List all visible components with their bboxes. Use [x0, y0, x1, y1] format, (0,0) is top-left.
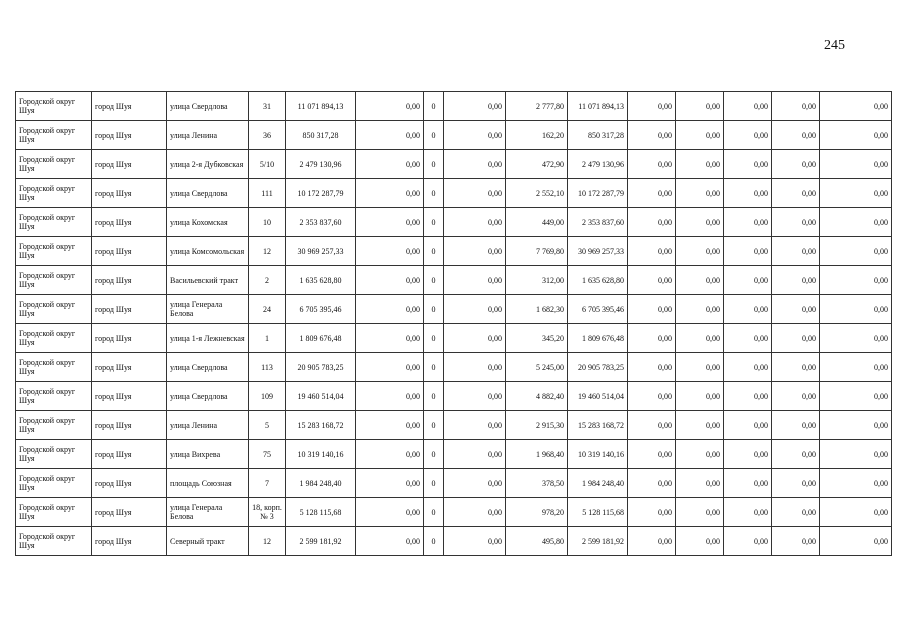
value-cell: 0,00 — [444, 208, 506, 237]
total-cell: 1 635 628,80 — [568, 266, 628, 295]
value-cell: 0,00 — [820, 179, 892, 208]
district-cell: Городской округ Шуя — [16, 150, 92, 179]
value-cell: 0,00 — [356, 179, 424, 208]
area-cell: 2 915,30 — [506, 411, 568, 440]
district-cell: Городской округ Шуя — [16, 179, 92, 208]
city-cell: город Шуя — [92, 266, 167, 295]
district-cell: Городской округ Шуя — [16, 295, 92, 324]
area-cell: 472,90 — [506, 150, 568, 179]
total-cell: 1 809 676,48 — [568, 324, 628, 353]
house-number-cell: 2 — [249, 266, 286, 295]
value-cell: 0,00 — [356, 382, 424, 411]
street-cell: улица Свердлова — [167, 92, 249, 121]
table-row — [16, 440, 892, 469]
area-cell: 1 682,30 — [506, 295, 568, 324]
value-cell: 0,00 — [772, 208, 820, 237]
count-cell: 0 — [424, 469, 444, 498]
value-cell: 0,00 — [444, 92, 506, 121]
area-cell: 495,80 — [506, 527, 568, 556]
value-cell: 0,00 — [444, 121, 506, 150]
count-cell: 0 — [424, 324, 444, 353]
house-number-cell: 109 — [249, 382, 286, 411]
count-cell: 0 — [424, 92, 444, 121]
house-number-cell: 75 — [249, 440, 286, 469]
city-cell: город Шуя — [92, 237, 167, 266]
value-cell: 0,00 — [820, 498, 892, 527]
value-cell: 0,00 — [820, 92, 892, 121]
value-cell: 0,00 — [444, 527, 506, 556]
value-cell: 0,00 — [356, 150, 424, 179]
value-cell: 0,00 — [356, 237, 424, 266]
street-cell: улица Свердлова — [167, 179, 249, 208]
total-cell: 5 128 115,68 — [568, 498, 628, 527]
value-cell: 0,00 — [628, 440, 676, 469]
value-cell: 0,00 — [724, 150, 772, 179]
cost-cell: 1 809 676,48 — [286, 324, 356, 353]
total-cell: 6 705 395,46 — [568, 295, 628, 324]
housing-table — [15, 91, 892, 556]
street-cell: улица Комсомольская — [167, 237, 249, 266]
value-cell: 0,00 — [772, 92, 820, 121]
house-number-cell: 5 — [249, 411, 286, 440]
area-cell: 2 777,80 — [506, 92, 568, 121]
value-cell: 0,00 — [772, 498, 820, 527]
table-row — [16, 179, 892, 208]
table-row — [16, 324, 892, 353]
value-cell: 0,00 — [444, 411, 506, 440]
value-cell: 0,00 — [628, 498, 676, 527]
value-cell: 0,00 — [820, 324, 892, 353]
value-cell: 0,00 — [772, 237, 820, 266]
value-cell: 0,00 — [772, 527, 820, 556]
value-cell: 0,00 — [676, 266, 724, 295]
area-cell: 5 245,00 — [506, 353, 568, 382]
area-cell: 2 552,10 — [506, 179, 568, 208]
table-row — [16, 527, 892, 556]
value-cell: 0,00 — [820, 121, 892, 150]
total-cell: 19 460 514,04 — [568, 382, 628, 411]
house-number-cell: 111 — [249, 179, 286, 208]
value-cell: 0,00 — [356, 92, 424, 121]
district-cell: Городской округ Шуя — [16, 411, 92, 440]
value-cell: 0,00 — [444, 469, 506, 498]
total-cell: 2 599 181,92 — [568, 527, 628, 556]
district-cell: Городской округ Шуя — [16, 353, 92, 382]
house-number-cell: 18, корп. № 3 — [249, 498, 286, 527]
value-cell: 0,00 — [356, 295, 424, 324]
value-cell: 0,00 — [820, 382, 892, 411]
house-number-cell: 7 — [249, 469, 286, 498]
street-cell: улица Генерала Белова — [167, 295, 249, 324]
value-cell: 0,00 — [356, 527, 424, 556]
value-cell: 0,00 — [724, 324, 772, 353]
value-cell: 0,00 — [356, 353, 424, 382]
value-cell: 0,00 — [444, 382, 506, 411]
count-cell: 0 — [424, 382, 444, 411]
table-row — [16, 121, 892, 150]
value-cell: 0,00 — [772, 266, 820, 295]
value-cell: 0,00 — [724, 411, 772, 440]
count-cell: 0 — [424, 440, 444, 469]
house-number-cell: 31 — [249, 92, 286, 121]
street-cell: Васильевский тракт — [167, 266, 249, 295]
total-cell: 11 071 894,13 — [568, 92, 628, 121]
street-cell: улица Свердлова — [167, 382, 249, 411]
total-cell: 10 319 140,16 — [568, 440, 628, 469]
value-cell: 0,00 — [628, 237, 676, 266]
count-cell: 0 — [424, 295, 444, 324]
value-cell: 0,00 — [820, 353, 892, 382]
cost-cell: 20 905 783,25 — [286, 353, 356, 382]
cost-cell: 1 635 628,80 — [286, 266, 356, 295]
value-cell: 0,00 — [676, 382, 724, 411]
city-cell: город Шуя — [92, 324, 167, 353]
total-cell: 30 969 257,33 — [568, 237, 628, 266]
value-cell: 0,00 — [676, 92, 724, 121]
district-cell: Городской округ Шуя — [16, 382, 92, 411]
value-cell: 0,00 — [628, 411, 676, 440]
house-number-cell: 24 — [249, 295, 286, 324]
cost-cell: 10 172 287,79 — [286, 179, 356, 208]
value-cell: 0,00 — [676, 498, 724, 527]
count-cell: 0 — [424, 121, 444, 150]
value-cell: 0,00 — [820, 411, 892, 440]
count-cell: 0 — [424, 237, 444, 266]
house-number-cell: 1 — [249, 324, 286, 353]
table-row — [16, 498, 892, 527]
value-cell: 0,00 — [444, 440, 506, 469]
value-cell: 0,00 — [676, 237, 724, 266]
value-cell: 0,00 — [676, 469, 724, 498]
value-cell: 0,00 — [676, 527, 724, 556]
value-cell: 0,00 — [628, 324, 676, 353]
value-cell: 0,00 — [628, 179, 676, 208]
total-cell: 20 905 783,25 — [568, 353, 628, 382]
count-cell: 0 — [424, 150, 444, 179]
city-cell: город Шуя — [92, 469, 167, 498]
value-cell: 0,00 — [820, 266, 892, 295]
street-cell: улица Кохомская — [167, 208, 249, 237]
cost-cell: 15 283 168,72 — [286, 411, 356, 440]
value-cell: 0,00 — [820, 469, 892, 498]
value-cell: 0,00 — [820, 208, 892, 237]
value-cell: 0,00 — [724, 353, 772, 382]
table-body — [16, 92, 892, 556]
value-cell: 0,00 — [356, 208, 424, 237]
street-cell: улица Генерала Белова — [167, 498, 249, 527]
cost-cell: 5 128 115,68 — [286, 498, 356, 527]
cost-cell: 6 705 395,46 — [286, 295, 356, 324]
count-cell: 0 — [424, 208, 444, 237]
value-cell: 0,00 — [724, 121, 772, 150]
house-number-cell: 113 — [249, 353, 286, 382]
street-cell: улица Вихрева — [167, 440, 249, 469]
house-number-cell: 10 — [249, 208, 286, 237]
value-cell: 0,00 — [724, 382, 772, 411]
value-cell: 0,00 — [724, 237, 772, 266]
value-cell: 0,00 — [628, 266, 676, 295]
table-row — [16, 295, 892, 324]
value-cell: 0,00 — [676, 324, 724, 353]
value-cell: 0,00 — [772, 411, 820, 440]
value-cell: 0,00 — [772, 469, 820, 498]
cost-cell: 19 460 514,04 — [286, 382, 356, 411]
count-cell: 0 — [424, 527, 444, 556]
value-cell: 0,00 — [444, 295, 506, 324]
value-cell: 0,00 — [676, 150, 724, 179]
value-cell: 0,00 — [772, 353, 820, 382]
district-cell: Городской округ Шуя — [16, 527, 92, 556]
district-cell: Городской округ Шуя — [16, 324, 92, 353]
area-cell: 162,20 — [506, 121, 568, 150]
city-cell: город Шуя — [92, 411, 167, 440]
value-cell: 0,00 — [444, 498, 506, 527]
value-cell: 0,00 — [772, 179, 820, 208]
total-cell: 2 353 837,60 — [568, 208, 628, 237]
value-cell: 0,00 — [628, 208, 676, 237]
cost-cell: 2 479 130,96 — [286, 150, 356, 179]
street-cell: улица Ленина — [167, 411, 249, 440]
value-cell: 0,00 — [820, 295, 892, 324]
value-cell: 0,00 — [676, 295, 724, 324]
district-cell: Городской округ Шуя — [16, 92, 92, 121]
cost-cell: 2 599 181,92 — [286, 527, 356, 556]
value-cell: 0,00 — [676, 353, 724, 382]
value-cell: 0,00 — [444, 179, 506, 208]
cost-cell: 10 319 140,16 — [286, 440, 356, 469]
cost-cell: 2 353 837,60 — [286, 208, 356, 237]
total-cell: 2 479 130,96 — [568, 150, 628, 179]
city-cell: город Шуя — [92, 527, 167, 556]
house-number-cell: 12 — [249, 237, 286, 266]
cost-cell: 11 071 894,13 — [286, 92, 356, 121]
city-cell: город Шуя — [92, 208, 167, 237]
total-cell: 10 172 287,79 — [568, 179, 628, 208]
table-row — [16, 382, 892, 411]
value-cell: 0,00 — [628, 353, 676, 382]
area-cell: 7 769,80 — [506, 237, 568, 266]
value-cell: 0,00 — [676, 208, 724, 237]
table-row — [16, 237, 892, 266]
value-cell: 0,00 — [628, 92, 676, 121]
page-number: 245 — [824, 38, 845, 53]
house-number-cell: 36 — [249, 121, 286, 150]
value-cell: 0,00 — [356, 440, 424, 469]
value-cell: 0,00 — [676, 121, 724, 150]
count-cell: 0 — [424, 411, 444, 440]
count-cell: 0 — [424, 179, 444, 208]
district-cell: Городской округ Шуя — [16, 208, 92, 237]
value-cell: 0,00 — [820, 527, 892, 556]
district-cell: Городской округ Шуя — [16, 498, 92, 527]
area-cell: 4 882,40 — [506, 382, 568, 411]
district-cell: Городской округ Шуя — [16, 266, 92, 295]
city-cell: город Шуя — [92, 498, 167, 527]
street-cell: улица 2-я Дубковская — [167, 150, 249, 179]
table-row — [16, 353, 892, 382]
value-cell: 0,00 — [628, 150, 676, 179]
table-row — [16, 208, 892, 237]
table-row — [16, 150, 892, 179]
area-cell: 449,00 — [506, 208, 568, 237]
value-cell: 0,00 — [628, 295, 676, 324]
street-cell: площадь Союзная — [167, 469, 249, 498]
district-cell: Городской округ Шуя — [16, 440, 92, 469]
street-cell: Северный тракт — [167, 527, 249, 556]
table-row — [16, 266, 892, 295]
value-cell: 0,00 — [724, 208, 772, 237]
value-cell: 0,00 — [676, 411, 724, 440]
value-cell: 0,00 — [676, 440, 724, 469]
city-cell: город Шуя — [92, 92, 167, 121]
district-cell: Городской округ Шуя — [16, 121, 92, 150]
city-cell: город Шуя — [92, 179, 167, 208]
city-cell: город Шуя — [92, 150, 167, 179]
value-cell: 0,00 — [628, 527, 676, 556]
value-cell: 0,00 — [820, 150, 892, 179]
value-cell: 0,00 — [356, 266, 424, 295]
area-cell: 1 968,40 — [506, 440, 568, 469]
cost-cell: 30 969 257,33 — [286, 237, 356, 266]
value-cell: 0,00 — [444, 324, 506, 353]
table-row — [16, 411, 892, 440]
value-cell: 0,00 — [724, 440, 772, 469]
area-cell: 378,50 — [506, 469, 568, 498]
cost-cell: 850 317,28 — [286, 121, 356, 150]
value-cell: 0,00 — [772, 150, 820, 179]
value-cell: 0,00 — [772, 121, 820, 150]
value-cell: 0,00 — [724, 266, 772, 295]
street-cell: улица Свердлова — [167, 353, 249, 382]
house-number-cell: 12 — [249, 527, 286, 556]
total-cell: 15 283 168,72 — [568, 411, 628, 440]
district-cell: Городской округ Шуя — [16, 237, 92, 266]
value-cell: 0,00 — [628, 121, 676, 150]
area-cell: 312,00 — [506, 266, 568, 295]
value-cell: 0,00 — [724, 92, 772, 121]
value-cell: 0,00 — [356, 498, 424, 527]
cost-cell: 1 984 248,40 — [286, 469, 356, 498]
value-cell: 0,00 — [724, 295, 772, 324]
area-cell: 345,20 — [506, 324, 568, 353]
value-cell: 0,00 — [356, 324, 424, 353]
city-cell: город Шуя — [92, 440, 167, 469]
city-cell: город Шуя — [92, 382, 167, 411]
street-cell: улица 1-я Лежневская — [167, 324, 249, 353]
count-cell: 0 — [424, 266, 444, 295]
district-cell: Городской округ Шуя — [16, 469, 92, 498]
value-cell: 0,00 — [356, 121, 424, 150]
table-row — [16, 92, 892, 121]
street-cell: улица Ленина — [167, 121, 249, 150]
value-cell: 0,00 — [676, 179, 724, 208]
count-cell: 0 — [424, 498, 444, 527]
value-cell: 0,00 — [356, 469, 424, 498]
value-cell: 0,00 — [444, 266, 506, 295]
house-number-cell: 5/10 — [249, 150, 286, 179]
value-cell: 0,00 — [772, 324, 820, 353]
value-cell: 0,00 — [724, 469, 772, 498]
value-cell: 0,00 — [772, 382, 820, 411]
value-cell: 0,00 — [724, 527, 772, 556]
value-cell: 0,00 — [356, 411, 424, 440]
value-cell: 0,00 — [444, 237, 506, 266]
city-cell: город Шуя — [92, 295, 167, 324]
value-cell: 0,00 — [444, 353, 506, 382]
city-cell: город Шуя — [92, 121, 167, 150]
value-cell: 0,00 — [772, 295, 820, 324]
area-cell: 978,20 — [506, 498, 568, 527]
value-cell: 0,00 — [444, 150, 506, 179]
count-cell: 0 — [424, 353, 444, 382]
value-cell: 0,00 — [628, 469, 676, 498]
value-cell: 0,00 — [724, 498, 772, 527]
value-cell: 0,00 — [820, 440, 892, 469]
total-cell: 1 984 248,40 — [568, 469, 628, 498]
city-cell: город Шуя — [92, 353, 167, 382]
total-cell: 850 317,28 — [568, 121, 628, 150]
table-row — [16, 469, 892, 498]
value-cell: 0,00 — [724, 179, 772, 208]
value-cell: 0,00 — [772, 440, 820, 469]
value-cell: 0,00 — [628, 382, 676, 411]
value-cell: 0,00 — [820, 237, 892, 266]
